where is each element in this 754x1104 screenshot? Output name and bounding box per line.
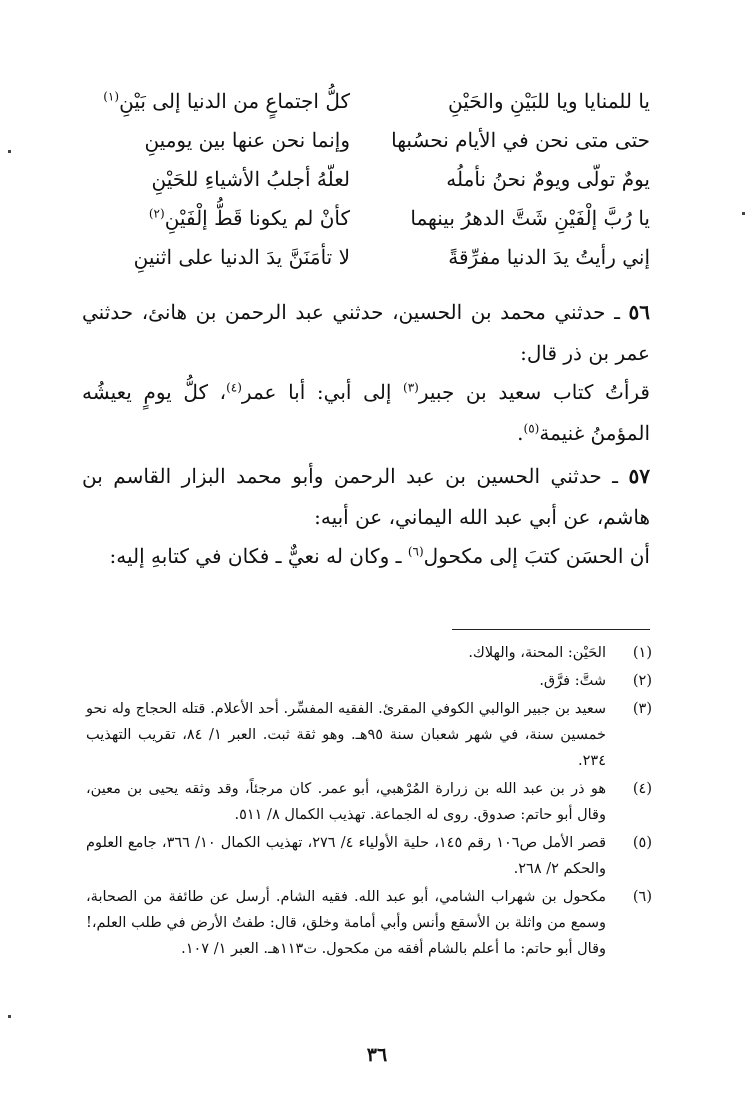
- entry-text: ـ حدثني الحسين بن عبد الرحمن وأبو محمد البزار القاسم بن هاشم، عن أبي عبد الله اليماني، عن أبيه:: [82, 464, 650, 529]
- footnote-text: هو ذر بن عبد الله بن زرارة المُرْهبي، أبو عمر. كان مرجئاً، وقد وثقه يحيى بن معين، وقال أبو حاتم: صدوق. روى له الجماعة. تهذيب الكمال ٨/ ٥١١.: [86, 781, 606, 823]
- verse-first-hemistich: يا رُبَّ إلْفَيْنِ شَتَّ الدهرُ بينهما: [410, 206, 650, 230]
- footnote-ref[interactable]: (١): [103, 89, 120, 104]
- verse-first-hemistich: يومٌ تولّى ويومٌ نحنُ نأملُه: [446, 167, 650, 191]
- entry-57-quote: [82, 536, 650, 577]
- entry-56-quote: [82, 372, 650, 454]
- verse-first-hemistich: إني رأيتُ يدَ الدنيا مفرِّقةً: [448, 245, 650, 269]
- quote-text: قرأتُ كتاب سعيد بن جبير: [418, 380, 650, 404]
- poem: [80, 82, 650, 277]
- quote-text: ـ وكان له نعيٌّ ـ فكان في كتابهِ إليه:: [109, 544, 408, 568]
- footnote-text: سعيد بن جبير الوالبي الكوفي المقرئ. الفقيه المفسِّر. أحد الأعلام. قتله الحجاج وله نحو خمسين سنة، في شهر شعبان سنة ٩٥هـ. وهو ثقة ثبت. العبر ١/ ٨٤، تقريب التهذيب ٢٣٤.: [86, 701, 606, 769]
- footnote-number: (٤): [632, 781, 652, 797]
- verse-second-hemistich: [80, 160, 350, 199]
- poem-verse: [80, 238, 650, 277]
- footnote: [86, 668, 652, 694]
- scan-mark: [742, 212, 745, 215]
- footnote-ref[interactable]: (٣): [403, 380, 419, 395]
- page-number: ٣٦: [366, 1044, 388, 1066]
- quote-text: .: [517, 421, 524, 445]
- hemistich-text: كأنْ لم يكونا قَطُّ إلْفَيْنِ: [164, 206, 350, 230]
- footnote-number: (٣): [632, 701, 652, 717]
- footnote-text: الحَيْن: المحنة، والهلاك.: [468, 645, 606, 661]
- hemistich-text: وإنما نحن عنها بين يومينِ: [144, 128, 350, 152]
- footnote-ref[interactable]: (٥): [523, 421, 540, 436]
- footnote-text: شتَّ: فرَّق.: [539, 673, 606, 689]
- hemistich-text: كلُّ اجتماعٍ من الدنيا إلى بَيْنِ: [119, 89, 350, 113]
- footnote-number: (٢): [632, 673, 652, 689]
- verse-second-hemistich: [80, 199, 350, 238]
- entry-56-isnad: [82, 292, 650, 374]
- hemistich-text: لعلّهُ أجلبُ الأشياءِ للحَيْنِ: [151, 167, 350, 191]
- scan-mark: [8, 150, 11, 153]
- footnote-number: (٦): [632, 889, 652, 905]
- entry-number: ٥٧: [628, 464, 650, 488]
- footnote: [86, 830, 652, 882]
- footnote-text: قصر الأمل ص١٠٦ رقم ١٤٥، حلية الأولياء ٤/ ٢٧٦، تهذيب الكمال ١٠/ ٣٦٦، جامع العلوم والحكم ٢/ ٢٦٨.: [86, 835, 606, 877]
- verse-first-hemistich: حتى متى نحن في الأيام نحسُبها: [391, 128, 650, 152]
- footnote-number: (٥): [632, 835, 652, 851]
- verse-second-hemistich: [80, 238, 350, 277]
- footnote-divider: [452, 629, 650, 630]
- entry-57-isnad: [82, 456, 650, 538]
- poem-verse: [80, 121, 650, 160]
- verse-second-hemistich: [80, 82, 350, 121]
- footnote: [86, 884, 652, 962]
- verse-second-hemistich: [80, 121, 350, 160]
- quote-text: إلى أبي: أبا عمر: [241, 380, 404, 404]
- hemistich-text: لا تأمَنَنَّ يدَ الدنيا على اثنينِ: [133, 245, 350, 269]
- footnote: [86, 696, 652, 774]
- footnote-ref[interactable]: (٦): [407, 544, 424, 559]
- scan-mark: [8, 1015, 11, 1018]
- quote-text: ، كلُّ يومٍ يعيشُه المؤمنُ غنيمة: [82, 380, 650, 445]
- poem-verse: [80, 82, 650, 121]
- poem-verse: [80, 199, 650, 238]
- footnote-ref[interactable]: (٢): [148, 206, 165, 221]
- footnote: [86, 776, 652, 828]
- entry-number: ٥٦: [628, 300, 650, 324]
- footnote-text: مكحول بن شهراب الشامي، أبو عبد الله. فقيه الشام. أرسل عن طائفة من الصحابة، وسمع من واثلة بن الأسقع وأنس وأبي أمامة وخلق، قال: طفتُ الأرض في طلب العلم،! وقال أبو حاتم: ما أعلم بالشام أفقه من مكحول. ت١١٣هـ. العبر ١/ ١٠٧.: [86, 889, 606, 957]
- footnote-number: (١): [632, 645, 652, 661]
- verse-first-hemistich: يا للمنايا ويا للبَيْنِ والحَيْنِ: [448, 89, 650, 113]
- footnotes: [86, 640, 652, 964]
- poem-verse: [80, 160, 650, 199]
- footnote-ref[interactable]: (٤): [226, 380, 242, 395]
- entry-text: ـ حدثني محمد بن الحسين، حدثني عبد الرحمن بن هانئ، حدثني عمر بن ذر قال:: [82, 300, 650, 365]
- footnote: [86, 640, 652, 666]
- quote-text: أن الحسَن كتبَ إلى مكحول: [423, 544, 650, 568]
